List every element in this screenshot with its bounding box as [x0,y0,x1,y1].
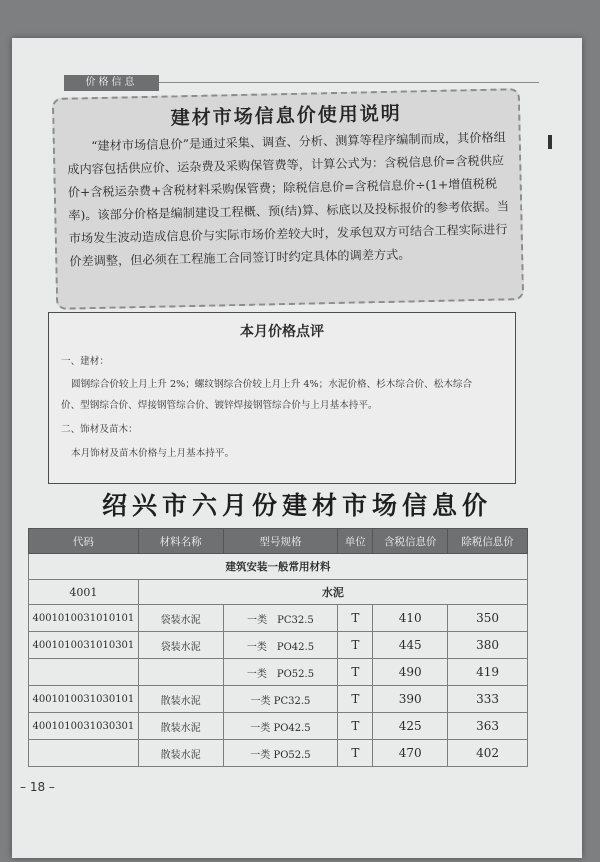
header-tax-price: 含税信息价 [373,529,448,554]
table-row [29,605,528,632]
subgroup-row [29,580,528,605]
cell-name: 袋装水泥 [138,632,223,659]
cell-unit: T [338,740,373,767]
usage-title: 建材市场信息价使用说明 [170,102,402,130]
edge-mark [548,135,552,149]
cell-tax-price: 490 [373,659,448,686]
cell-notax-price: 380 [448,632,528,659]
cell-name [138,659,223,686]
cell-unit: T [338,713,373,740]
cell-tax-price: 445 [373,632,448,659]
cell-spec: 一类 PC32.5 [223,686,338,713]
monthly-review-box [48,312,516,484]
cell-notax-price: 350 [448,605,528,632]
cell-name: 袋装水泥 [138,605,223,632]
cell-notax-price: 363 [448,713,528,740]
cell-spec: 一类 PO52.5 [223,659,338,686]
usage-notes-box [52,88,524,310]
cell-name: 散装水泥 [138,740,223,767]
cell-tax-price: 425 [373,713,448,740]
review-title: 本月价格点评 [240,324,324,340]
table-row [29,686,528,713]
cell-tax-price: 470 [373,740,448,767]
cell-tax-price: 390 [373,686,448,713]
review-line: 圆钢综合价较上月上升 2%；螺纹钢综合价较上月上升 4%；水泥价格、杉木综合价、松木综合 [71,379,473,390]
table-row [29,632,528,659]
table-row [29,713,528,740]
table-row [29,740,528,767]
review-line: 二、饰材及苗木： [61,424,138,435]
cell-notax-price: 333 [448,686,528,713]
page-number: – 18 – [20,780,55,794]
header-notax-price: 除税信息价 [448,529,528,554]
cell-unit: T [338,686,373,713]
section-rule [159,82,539,83]
cell-code: 4001010031030301 [29,713,139,740]
cell-spec: 一类 PO42.5 [223,713,338,740]
table-header-row [29,529,528,554]
usage-body: “建材市场信息价”是通过采集、调查、分析、测算等程序编制而成，其价格组成内容包括供应价、运杂费及采购保管费等，计算公式为：含税信息价=含税供应价+含税运杂费+含税材料采购保管费；除税信息价=含税信息价÷(1+增值税税率)。该部分价格是编制建设工程概、预(结)算、标底以及投标报价的参考依据。当市场发生波动造成信息价与实际市场价差较大时，发承包双方可结合工程实际进行价差调整，但必须在工程施工合同签订时约定具体的调差方式。 [67,130,510,269]
cell-notax-price: 402 [448,740,528,767]
category-name: 建筑安装一般常用材料 [29,554,528,580]
section-tag: 价格信息 [64,75,159,91]
header-spec: 型号规格 [223,529,338,554]
table-row [29,659,528,686]
cell-code: 4001010031030101 [29,686,139,713]
main-title: 绍兴市六月份建材市场信息价 [101,491,492,520]
document-page [12,38,582,858]
subgroup-code: 4001 [29,580,139,605]
cell-unit: T [338,605,373,632]
cell-name: 散装水泥 [138,713,223,740]
cell-spec: 一类 PO52.5 [223,740,338,767]
review-line: 价、型钢综合价、焊接钢管综合价、镀锌焊接钢管综合价与上月基本持平。 [61,400,378,411]
cell-notax-price: 419 [448,659,528,686]
subgroup-name: 水泥 [138,580,527,605]
cell-tax-price: 410 [373,605,448,632]
review-line: 一、建材： [61,356,109,367]
cell-unit: T [338,659,373,686]
header-code: 代码 [29,529,139,554]
cell-code: 4001010031010101 [29,605,139,632]
cell-name: 散装水泥 [138,686,223,713]
cell-code: 4001010031010301 [29,632,139,659]
review-line: 本月饰材及苗木价格与上月基本持平。 [71,448,235,459]
category-row [29,554,528,580]
cell-code [29,740,139,767]
cell-spec: 一类 PO42.5 [223,632,338,659]
cell-code [29,659,139,686]
header-material: 材料名称 [138,529,223,554]
price-table [28,528,528,767]
header-unit: 单位 [338,529,373,554]
cell-unit: T [338,632,373,659]
cell-spec: 一类 PC32.5 [223,605,338,632]
